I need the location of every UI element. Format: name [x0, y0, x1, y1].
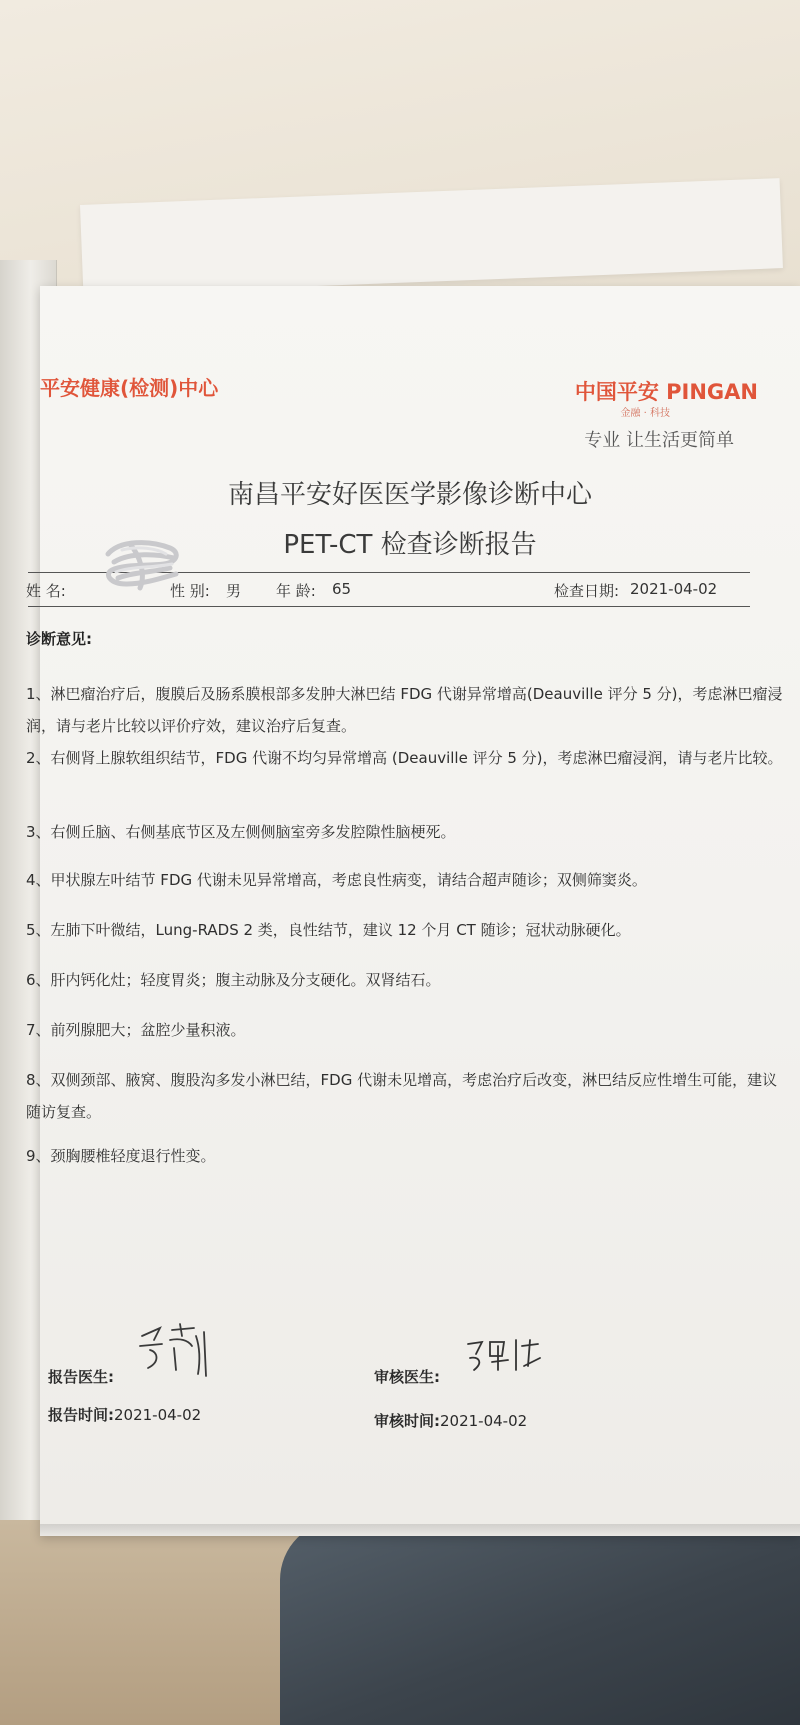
report-time	[48, 1404, 201, 1425]
exam-date-value: 2021-04-02	[630, 580, 718, 598]
diagnosis-item-4: 4、甲状腺左叶结节 FDG 代谢未见异常增高，考虑良性病变，请结合超声随诊；双侧筛窦炎。	[26, 871, 647, 889]
report-page	[26, 286, 800, 1536]
age-value: 65	[332, 580, 352, 598]
diagnosis-item-6: 6、肝内钙化灶；轻度胃炎；腹主动脉及分支硬化。双肾结石。	[26, 971, 441, 989]
exam-date-label: 检查日期:	[554, 582, 620, 600]
reporter-signature	[136, 1322, 216, 1380]
diagnosis-item-2: 2、右侧肾上腺软组织结节，FDG 代谢不均匀异常增高 (Deauville 评分 5 分)，考虑淋巴瘤浸润，请与老片比较。	[26, 749, 783, 767]
report-time-value: 2021-04-02	[114, 1406, 202, 1424]
review-time	[374, 1410, 527, 1431]
page-shadow	[40, 1524, 800, 1538]
age-label: 年 龄:	[276, 582, 316, 600]
logo-right: 中国平安 PINGAN	[574, 380, 758, 404]
reviewer-label: 审核医生:	[374, 1368, 440, 1386]
diagnosis-item-3: 3、右侧丘脑、右侧基底节区及左侧侧脑室旁多发腔隙性脑梗死。	[26, 823, 456, 841]
reporter-label: 报告医生:	[48, 1368, 114, 1386]
diagnosis-item-8: 8、双侧颈部、腋窝、腹股沟多发小淋巴结，FDG 代谢未见增高，考虑治疗后改变，淋巴结反应性增生可能，建议随访复查。	[26, 1071, 778, 1121]
diagnosis-item-7: 7、前列腺肥大；盆腔少量积液。	[26, 1021, 246, 1039]
diagnosis-item-9: 9、颈胸腰椎轻度退行性变。	[26, 1147, 216, 1165]
report-subtitle: PET-CT 检查诊断报告	[283, 530, 537, 560]
logo-left: 平安健康(检测)中心	[40, 376, 219, 400]
reviewer-signature	[464, 1336, 544, 1378]
diagnosis-item-1: 1、淋巴瘤治疗后，腹膜后及肠系膜根部多发肿大淋巴结 FDG 代谢异常增高(Deauville 评分 5 分)，考虑淋巴瘤浸润，请与老片比较以评价疗效，建议治疗后复查。	[26, 685, 783, 735]
divider-bottom	[28, 606, 750, 607]
report-time-label: 报告时间:	[48, 1406, 114, 1424]
logo-right-subtitle: 金融 · 科技	[620, 408, 670, 419]
review-time-value: 2021-04-02	[440, 1412, 528, 1430]
gender-value: 男	[226, 582, 242, 600]
review-time-label: 审核时间:	[374, 1412, 440, 1430]
gender-label: 性 别:	[170, 582, 210, 600]
name-label: 姓 名:	[26, 582, 66, 600]
diagnosis-heading: 诊断意见:	[26, 630, 92, 648]
diagnosis-item-5: 5、左肺下叶微结，Lung-RADS 2 类，良性结节，建议 12 个月 CT 随诊；冠状动脉硬化。	[26, 921, 631, 939]
report-title: 南昌平安好医医学影像诊断中心	[227, 480, 592, 510]
slogan: 专业 让生活更简单	[584, 430, 734, 451]
fabric-background	[280, 1520, 800, 1725]
